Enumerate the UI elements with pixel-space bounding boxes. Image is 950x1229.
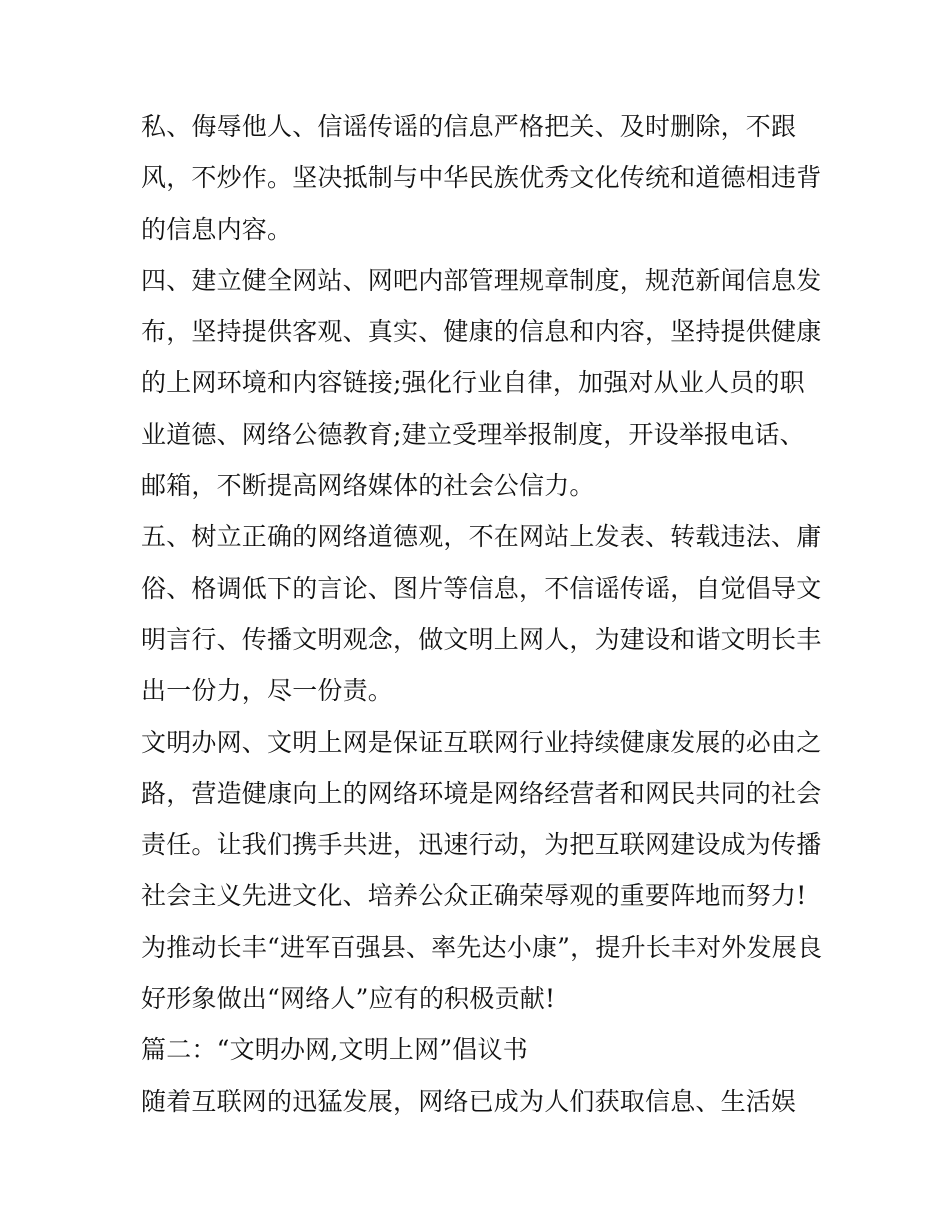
text-line: 俗、格调低下的言论、图片等信息，不信谣传谣，自觉倡导文: [141, 573, 822, 603]
text-line: 业道德、网络公德教育;建立受理举报制度，开设举报电话、: [141, 419, 805, 449]
text-line: 布，坚持提供客观、真实、健康的信息和内容，坚持提供健康: [141, 317, 822, 347]
text-line: 文明办网、文明上网是保证互联网行业持续健康发展的必由之: [141, 727, 822, 757]
text-line: 的上网环境和内容链接;强化行业自律，加强对从业人员的职: [141, 368, 805, 398]
text-line: 四、建立健全网站、网吧内部管理规章制度，规范新闻信息发: [141, 265, 822, 295]
text-line: 责任。让我们携手共进，迅速行动，为把互联网建设成为传播: [141, 830, 822, 860]
text-line: 私、侮辱他人、信谣传谣的信息严格把关、及时删除，不跟: [141, 112, 797, 141]
text-line: 随着互联网的迅猛发展，网络已成为人们获取信息、生活娱: [141, 1086, 797, 1116]
text-line: 的信息内容。: [141, 214, 293, 244]
text-line: 社会主义先进文化、培养公众正确荣辱观的重要阵地而努力!: [141, 881, 807, 911]
text-line: 为推动长丰“进军百强县、率先达小康”，提升长丰对外发展良: [141, 932, 823, 962]
text-line: 五、树立正确的网络道德观，不在网站上发表、转载违法、庸: [141, 522, 822, 552]
text-line: 好形象做出“网络人”应有的积极贡献!: [141, 984, 556, 1014]
section-heading: 篇二：“文明办网,文明上网”倡议书: [141, 1035, 528, 1065]
text-line: 邮箱，不断提高网络媒体的社会公信力。: [141, 471, 595, 501]
text-line: 风，不炒作。坚决抵制与中华民族优秀文化传统和道德相违背: [141, 163, 822, 193]
text-line: 明言行、传播文明观念，做文明上网人，为建设和谐文明长丰: [141, 624, 822, 654]
text-line: 出一份力，尽一份责。: [141, 676, 394, 706]
text-line: 路，营造健康向上的网络环境是网络经营者和网民共同的社会: [141, 778, 822, 808]
document-body: [141, 101, 821, 1127]
